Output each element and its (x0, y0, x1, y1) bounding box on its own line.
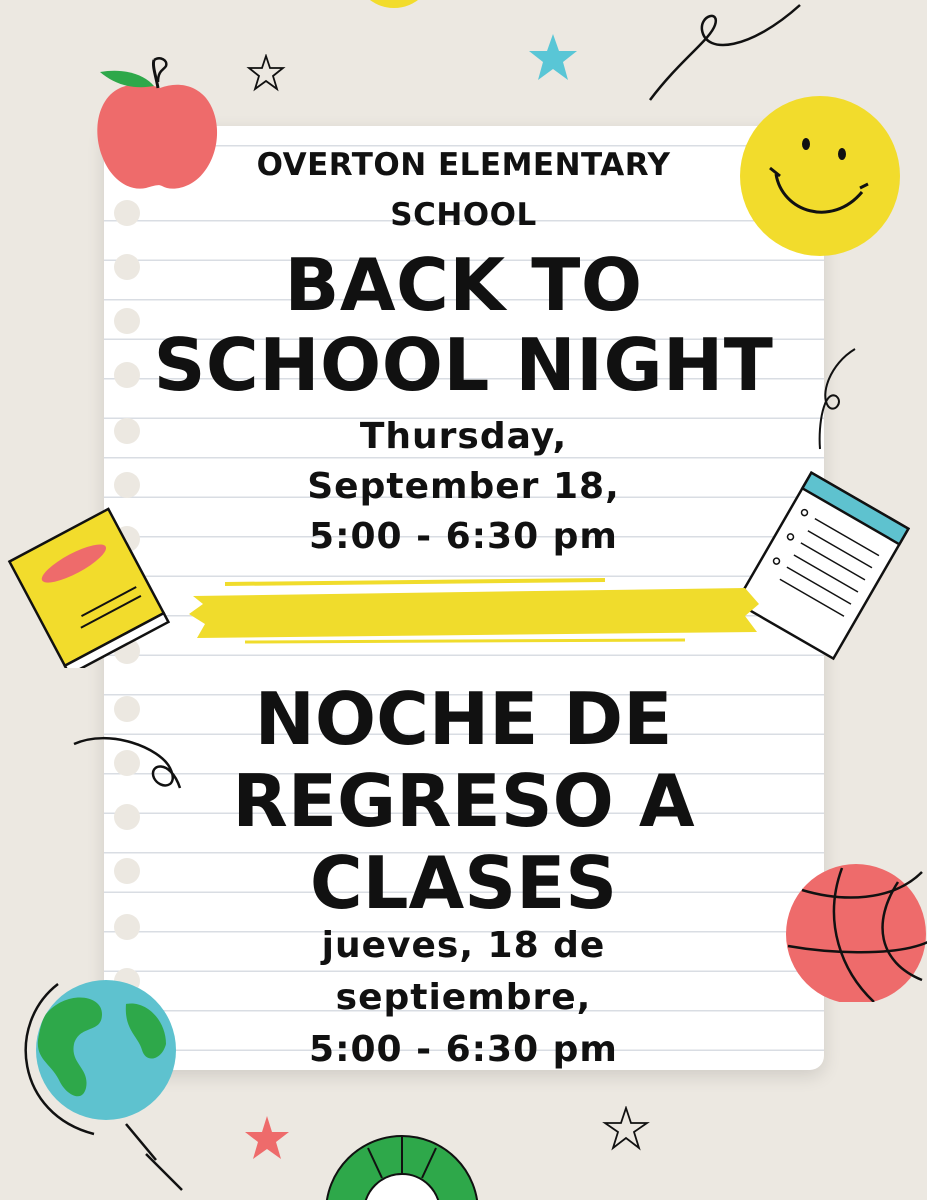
title-es-line-1: NOCHE DE (254, 677, 673, 761)
title-en-line-1: BACK TO (284, 243, 643, 327)
yellow-circle-decoration (350, 0, 440, 40)
highlighter-stroke-decoration (185, 574, 765, 650)
date-es-time: 5:00 - 6:30 pm (309, 1029, 618, 1070)
title-en-line-2: SCHOOL NIGHT (153, 323, 774, 407)
event-title-spanish (0, 678, 927, 924)
red-star-icon (242, 1114, 292, 1164)
date-en-day: Thursday, (359, 416, 568, 457)
date-es-day-date: jueves, 18 de (321, 925, 606, 966)
event-date-english (0, 412, 927, 562)
date-es-month: septiembre, (335, 977, 592, 1018)
protractor-icon (316, 1112, 486, 1200)
school-name-line-2: SCHOOL (390, 197, 537, 233)
school-name (0, 140, 927, 240)
outline-star-icon (602, 1106, 650, 1152)
title-es-line-2: REGRESO A (232, 759, 695, 843)
date-en-date: September 18, (307, 466, 620, 507)
cyan-star-icon (526, 32, 580, 86)
date-en-time: 5:00 - 6:30 pm (309, 516, 618, 557)
title-es-line-3: CLASES (309, 841, 618, 925)
event-title-english (0, 245, 927, 405)
outline-star-icon (246, 54, 286, 94)
school-name-line-1: OVERTON ELEMENTARY (256, 147, 671, 183)
event-date-spanish (0, 920, 927, 1076)
